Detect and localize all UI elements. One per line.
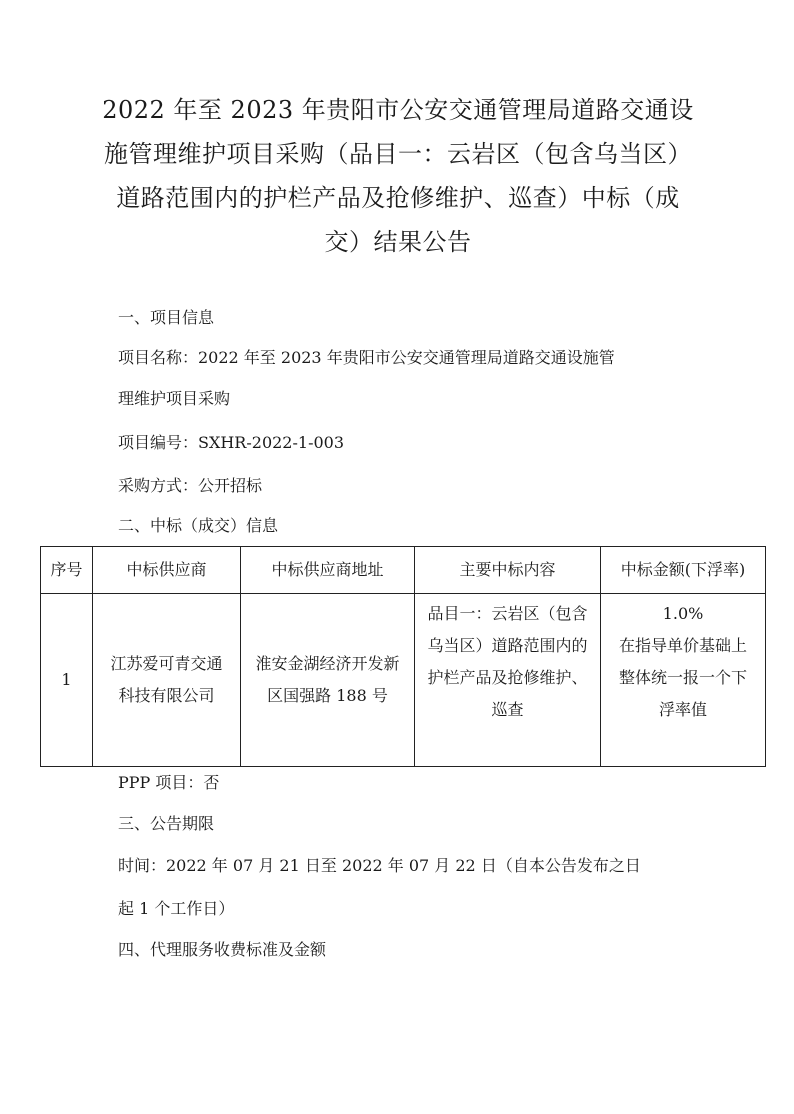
cell-supplier bbox=[93, 594, 241, 767]
address-line-1: 淮安金湖经济开发新 bbox=[255, 654, 400, 673]
award-table bbox=[40, 546, 766, 767]
amount-rate: 1.0% bbox=[662, 604, 704, 623]
content-line-4: 巡查 bbox=[491, 700, 524, 719]
cell-amount bbox=[601, 594, 766, 767]
notice-time-line-2: 起 1 个工作日） bbox=[118, 899, 235, 918]
content-line-2: 乌当区）道路范围内的 bbox=[427, 636, 588, 655]
project-name-line-1: 项目名称：2022 年至 2023 年贵阳市公安交通管理局道路交通设施管 bbox=[118, 348, 615, 367]
header-index: 序号 bbox=[41, 547, 93, 594]
header-supplier: 中标供应商 bbox=[93, 547, 241, 594]
section-4-heading: 四、代理服务收费标准及金额 bbox=[118, 940, 327, 959]
title-line-2: 施管理维护项目采购（品目一：云岩区（包含乌当区） bbox=[104, 140, 692, 168]
section-1-heading: 一、项目信息 bbox=[118, 308, 215, 327]
supplier-line-1: 江苏爱可青交通 bbox=[110, 654, 223, 673]
supplier-line-2: 科技有限公司 bbox=[118, 686, 215, 705]
content-line-3: 护栏产品及抢修维护、 bbox=[427, 668, 588, 687]
cell-index: 1 bbox=[41, 594, 93, 767]
section-3-heading: 三、公告期限 bbox=[118, 814, 215, 833]
document-title bbox=[100, 88, 696, 264]
address-line-2: 区国强路 188 号 bbox=[267, 686, 388, 705]
amount-line-3: 整体统一报一个下 bbox=[618, 668, 747, 687]
cell-address bbox=[241, 594, 415, 767]
procurement-method: 采购方式：公开招标 bbox=[118, 476, 263, 495]
project-name-line-2: 理维护项目采购 bbox=[118, 389, 231, 408]
title-line-3: 道路范围内的护栏产品及抢修维护、巡查）中标（成 bbox=[116, 184, 680, 212]
table-header-row bbox=[41, 547, 766, 594]
amount-line-2: 在指导单价基础上 bbox=[618, 636, 747, 655]
notice-time-line-1: 时间：2022 年 07 月 21 日至 2022 年 07 月 22 日（自本公告发布之日 bbox=[118, 856, 641, 875]
table-row bbox=[41, 594, 766, 767]
header-address: 中标供应商地址 bbox=[241, 547, 415, 594]
ppp-project: PPP 项目：否 bbox=[118, 773, 220, 792]
title-line-1: 2022 年至 2023 年贵阳市公安交通管理局道路交通设 bbox=[102, 96, 694, 124]
amount-line-4: 浮率值 bbox=[658, 700, 707, 719]
project-number: 项目编号：SXHR-2022-1-003 bbox=[118, 433, 345, 452]
header-amount: 中标金额(下浮率) bbox=[601, 547, 766, 594]
cell-content bbox=[415, 594, 601, 767]
title-line-4: 交）结果公告 bbox=[324, 228, 472, 256]
section-2-heading: 二、中标（成交）信息 bbox=[118, 516, 279, 535]
header-content: 主要中标内容 bbox=[415, 547, 601, 594]
content-line-1: 品目一：云岩区（包含 bbox=[427, 604, 588, 623]
